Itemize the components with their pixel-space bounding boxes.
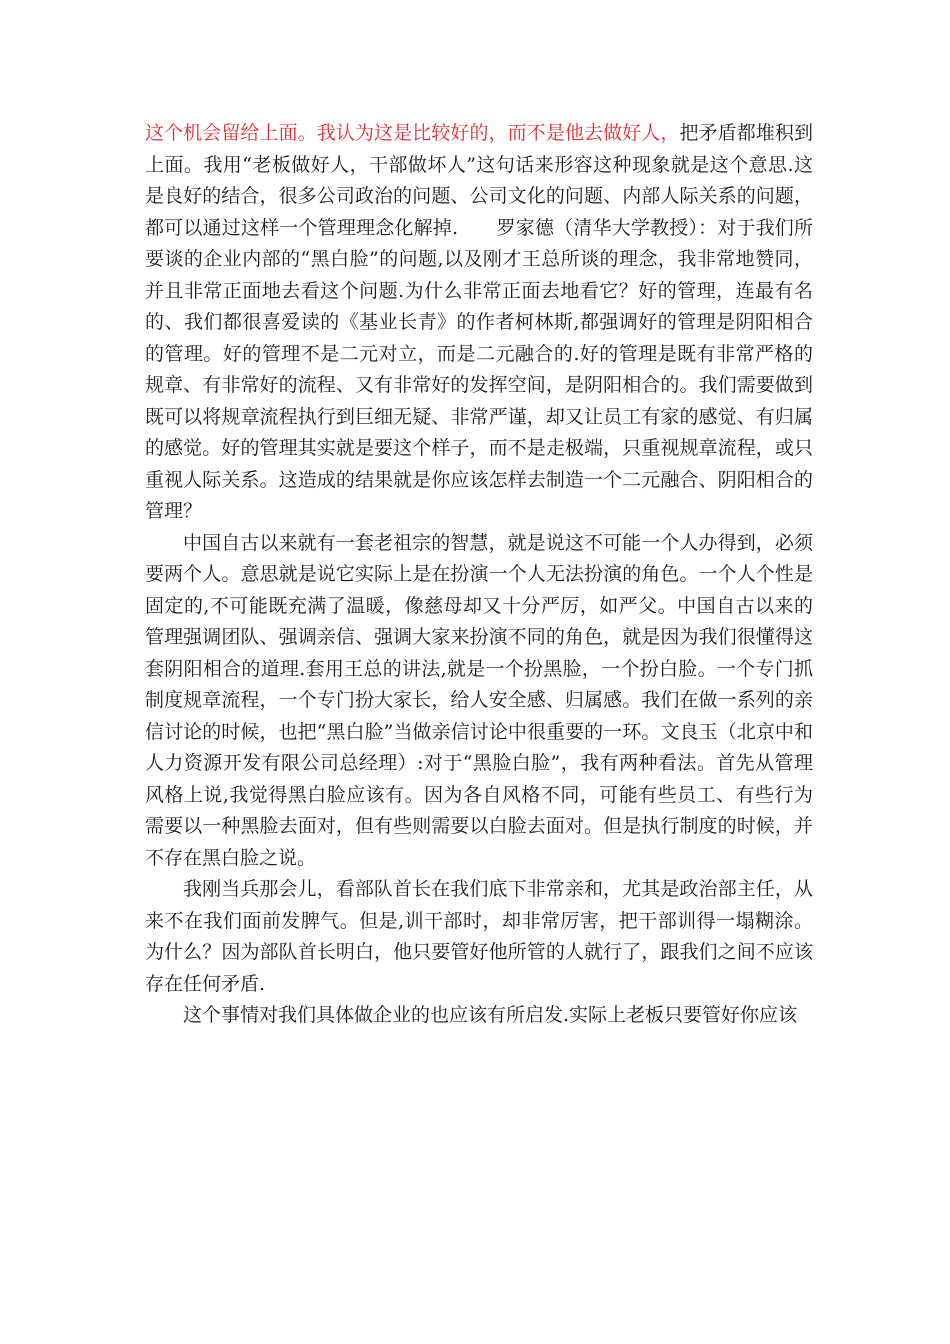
paragraph-1 <box>145 118 813 528</box>
paragraph-text: 把矛盾都堆积到上面。我用“老板做好人，干部做坏人”这句话来形容这种现象就是这个意思.这是良好的结合，很多公司政治的问题、公司文化的问题、内部人际关系的问题，都可以通过这样一个管理理念化解掉. 罗家德（清华大学教授）：对于我们所要谈的企业内部的“黑白脸”的问题,以及刚才王总所谈的理念，我非常地赞同，并且非常正面地去看这个问题.为什么非常正面去地看它？好的管理，连最有名的、我们都很喜爱读的《基业长青》的作者柯林斯,都强调好的管理是阴阳相合的管理。好的管理不是二元对立，而是二元融合的.好的管理是既有非常严格的规章、有非常好的流程、又有非常好的发挥空间，是阴阳相合的。我们需要做到既可以将规章流程执行到巨细无疑、非常严谨，却又让员工有家的感觉、有归属的感觉。好的管理其实就是要这个样子，而不是走极端，只重视规章流程，或只重视人际关系。这造成的结果就是你应该怎样去制造一个二元融合、阴阳相合的管理？ <box>145 122 813 522</box>
document-page <box>145 118 813 1032</box>
highlighted-text: 这个机会留给上面。我认为这是比较好的，而不是他去做好人， <box>145 122 680 144</box>
paragraph-3: 我刚当兵那会儿，看部队首长在我们底下非常亲和，尤其是政治部主任，从来不在我们面前发脾气。但是,训干部时，却非常厉害，把干部训得一塌糊涂。为什么？因为部队首长明白，他只要管好他所管的人就行了，跟我们之间不应该存在任何矛盾. <box>145 878 813 995</box>
paragraph-4: 这个事情对我们具体做企业的也应该有所启发.实际上老板只要管好你应该 <box>183 1004 798 1026</box>
paragraph-2: 中国自古以来就有一套老祖宗的智慧，就是说这不可能一个人办得到，必须要两个人。意思就是说它实际上是在扮演一个人无法扮演的角色。一个人个性是固定的,不可能既充满了温暖，像慈母却又十分严厉，如严父。中国自古以来的管理强调团队、强调亲信、强调大家来扮演不同的角色，就是因为我们很懂得这套阴阳相合的道理.套用王总的讲法,就是一个扮黑脸，一个扮白脸。一个专门抓制度规章流程，一个专门扮大家长，给人安全感、归属感。我们在做一系列的亲信讨论的时候，也把“黑白脸”当做亲信讨论中很重要的一环。文良玉（北京中和人力资源开发有限公司总经理）:对于“黑脸白脸”，我有两种看法。首先从管理风格上说,我觉得黑白脸应该有。因为各自风格不同，可能有些员工、有些行为需要以一种黑脸去面对，但有些则需要以白脸去面对。但是执行制度的时候，并不存在黑白脸之说。 <box>145 531 813 869</box>
